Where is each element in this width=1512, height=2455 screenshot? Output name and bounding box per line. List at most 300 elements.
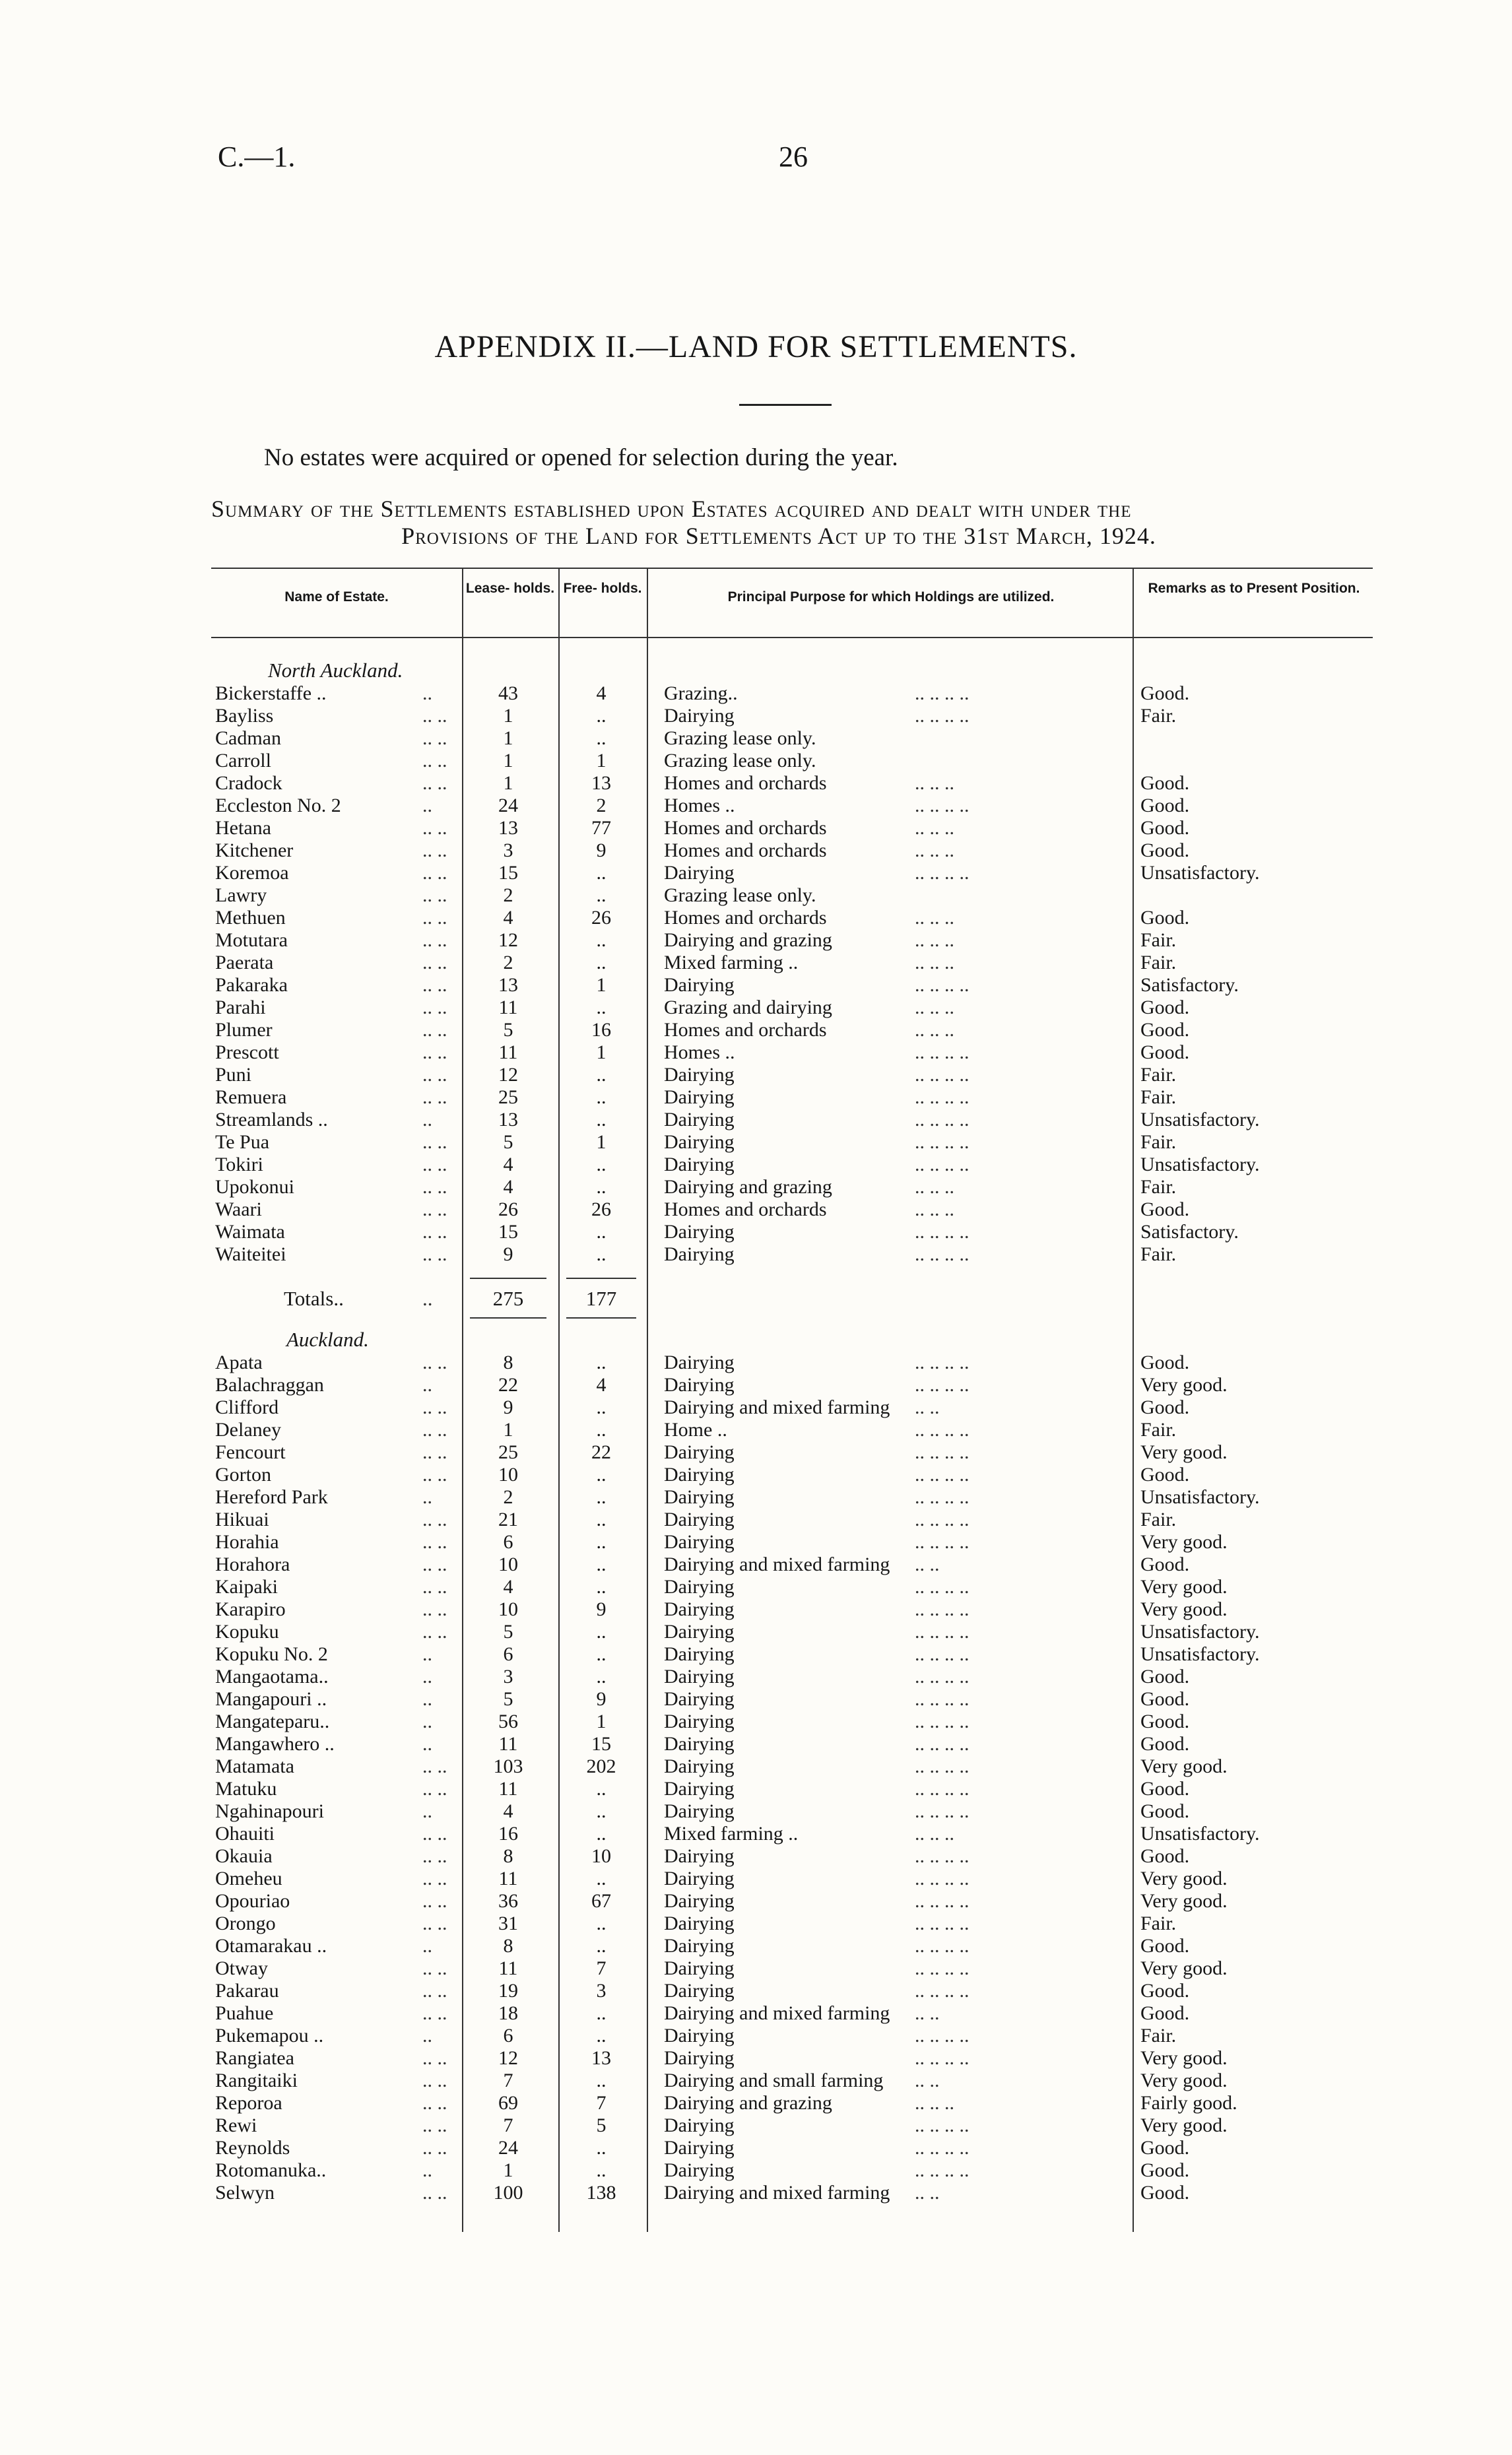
totals-rule-bottom [566, 1317, 636, 1319]
estate-name: Otamarakau .. [215, 1935, 327, 1957]
leaseholds-value: 15 [498, 1221, 518, 1243]
leader-dots: .. .. [422, 1755, 447, 1777]
leader-dots: .. .. .. .. [915, 1576, 970, 1598]
summary-heading [211, 496, 1386, 548]
leaseholds-value: 2 [503, 952, 513, 973]
leader-dots: .. .. [422, 1913, 447, 1934]
purpose-value: Dairying [664, 1109, 735, 1130]
leader-dots: .. .. .. .. [915, 1890, 970, 1912]
table-row [0, 1374, 1512, 1396]
summary-line-1: Summary of the Settlements established upon Estates acquired and dealt with under the [211, 496, 1132, 522]
leader-dots: .. .. [915, 2182, 940, 2204]
estate-name: Prescott [215, 1041, 279, 1063]
estate-name: Bickerstaffe .. [215, 682, 327, 704]
table-row [0, 1800, 1512, 1823]
leader-dots: .. .. [422, 1778, 447, 1800]
leader-dots: .. .. .. .. [915, 1755, 970, 1777]
remarks-value: Unsatisfactory. [1140, 1154, 1260, 1175]
leaseholds-value: 8 [503, 1935, 513, 1957]
remarks-value: Very good. [1140, 1890, 1228, 1912]
table-row [0, 1176, 1512, 1198]
table-row [0, 1576, 1512, 1598]
purpose-value: Dairying [664, 1441, 735, 1463]
leader-dots: .. .. .. .. [915, 1935, 970, 1957]
freeholds-value: 10 [591, 1845, 611, 1867]
leaseholds-value: 25 [498, 1441, 518, 1463]
leader-dots: .. .. .. .. [915, 1041, 970, 1063]
leaseholds-value: 5 [503, 1688, 513, 1710]
leaseholds-value: 7 [503, 2114, 513, 2136]
purpose-value: Dairying [664, 1598, 735, 1620]
purpose-value: Home .. [664, 1419, 727, 1441]
remarks-value: Unsatisfactory. [1140, 862, 1260, 884]
purpose-value: Dairying [664, 1531, 735, 1553]
leader-dots: .. .. .. .. [915, 1845, 970, 1867]
leader-dots: .. .. .. .. [915, 682, 970, 704]
freeholds-value: .. [596, 1221, 607, 1243]
leader-dots: .. .. .. .. [915, 1531, 970, 1553]
purpose-value: Dairying [664, 1352, 735, 1373]
leader-dots: .. .. .. .. [915, 1733, 970, 1755]
freeholds-value: .. [596, 1154, 607, 1175]
leaseholds-value: 1 [503, 2159, 513, 2181]
table-row [0, 1554, 1512, 1576]
leader-dots: .. .. .. .. [915, 1980, 970, 2002]
table-row [0, 974, 1512, 997]
leaseholds-value: 6 [503, 1531, 513, 1553]
freeholds-value: .. [596, 1396, 607, 1418]
leaseholds-value: 3 [503, 839, 513, 861]
leaseholds-value: 3 [503, 1666, 513, 1687]
leaseholds-value: 5 [503, 1621, 513, 1643]
purpose-value: Dairying [664, 1778, 735, 1800]
remarks-value: Very good. [1140, 1868, 1228, 1889]
purpose-value: Homes .. [664, 795, 735, 816]
estate-name: Fencourt [215, 1441, 286, 1463]
leader-dots: .. [422, 1733, 432, 1755]
table-row [0, 1711, 1512, 1733]
leader-dots: .. .. .. .. [915, 1509, 970, 1530]
leader-dots: .. .. .. .. [915, 2025, 970, 2046]
remarks-value: Fair. [1140, 1419, 1177, 1441]
purpose-value: Dairying [664, 1845, 735, 1867]
purpose-value: Homes and orchards [664, 1198, 827, 1220]
leaseholds-value: 11 [498, 1868, 518, 1889]
freeholds-value: .. [596, 1486, 607, 1508]
leaseholds-value: 8 [503, 1845, 513, 1867]
table-row [0, 705, 1512, 727]
table-row [0, 1666, 1512, 1688]
table-row [0, 2137, 1512, 2159]
remarks-value: Fair. [1140, 1913, 1177, 1934]
leaseholds-value: 36 [498, 1890, 518, 1912]
leaseholds-value: 11 [498, 1733, 518, 1755]
leaseholds-value: 11 [498, 997, 518, 1018]
freeholds-value: 1 [596, 1041, 607, 1063]
leader-dots: .. .. [422, 1352, 447, 1373]
remarks-value: Very good. [1140, 1598, 1228, 1620]
leader-dots: .. .. [422, 1019, 447, 1041]
leaseholds-value: 12 [498, 1064, 518, 1086]
leader-dots: .. .. [422, 1221, 447, 1243]
estate-name: Delaney [215, 1419, 281, 1441]
estate-name: Kopuku No. 2 [215, 1643, 328, 1665]
estate-name: Rewi [215, 2114, 257, 2136]
leader-dots: .. .. .. .. [915, 1643, 970, 1665]
leader-dots: .. .. [422, 2182, 447, 2204]
freeholds-value: 77 [591, 817, 611, 839]
remarks-value: Unsatisfactory. [1140, 1486, 1260, 1508]
estate-name: Pukemapou .. [215, 2025, 324, 2046]
remarks-value: Unsatisfactory. [1140, 1621, 1260, 1643]
leaseholds-value: 22 [498, 1374, 518, 1396]
leader-dots: .. .. [422, 1890, 447, 1912]
remarks-value: Good. [1140, 1688, 1190, 1710]
leader-dots: .. .. .. .. [915, 1957, 970, 1979]
estate-name: Rotomanuka.. [215, 2159, 327, 2181]
leader-dots: .. .. .. [915, 1823, 954, 1845]
estate-name: Waiteitei [215, 1243, 286, 1265]
purpose-value: Dairying and small farming [664, 2070, 884, 2091]
table-row [0, 1109, 1512, 1131]
leader-dots: .. .. .. .. [915, 1868, 970, 1889]
purpose-value: Dairying [664, 2047, 735, 2069]
freeholds-value: .. [596, 1913, 607, 1934]
purpose-value: Dairying [664, 974, 735, 996]
purpose-value: Dairying [664, 705, 735, 727]
leader-dots: .. .. .. .. [915, 1131, 970, 1153]
leader-dots: .. .. [422, 862, 447, 884]
leader-dots: .. .. .. [915, 1176, 954, 1198]
purpose-value: Dairying [664, 1688, 735, 1710]
purpose-value: Mixed farming .. [664, 1823, 799, 1845]
leader-dots: .. .. [422, 1419, 447, 1441]
remarks-value: Good. [1140, 1554, 1190, 1575]
leaseholds-value: 15 [498, 862, 518, 884]
table-row [0, 2070, 1512, 2092]
estate-name: Ngahinapouri [215, 1800, 324, 1822]
estate-name: Mangaotama.. [215, 1666, 329, 1687]
freeholds-value: .. [596, 1086, 607, 1108]
leader-dots: .. .. [422, 2137, 447, 2159]
leader-dots: .. .. .. [915, 997, 954, 1018]
leader-dots: .. .. [422, 1621, 447, 1643]
table-row [0, 907, 1512, 929]
leader-dots: .. .. .. [915, 907, 954, 929]
table-row [0, 1509, 1512, 1531]
remarks-value: Very good. [1140, 2070, 1228, 2091]
estate-name: Pakaraka [215, 974, 288, 996]
purpose-value: Dairying [664, 1131, 735, 1153]
table-row [0, 1598, 1512, 1621]
freeholds-value: .. [596, 1176, 607, 1198]
estate-name: Matuku [215, 1778, 277, 1800]
col-header-leaseholds: Lease- holds. [465, 581, 555, 596]
purpose-value: Dairying and grazing [664, 929, 832, 951]
estate-name: Karapiro [215, 1598, 286, 1620]
remarks-value: Good. [1140, 1666, 1190, 1687]
table-row [0, 1131, 1512, 1154]
remarks-value: Good. [1140, 682, 1190, 704]
table-header-rule [211, 637, 1373, 638]
leader-dots: .. [422, 1374, 432, 1396]
estate-name: Apata [215, 1352, 263, 1373]
purpose-value: Dairying [664, 1800, 735, 1822]
leader-dots: .. .. .. [915, 952, 954, 973]
estate-name: Kopuku [215, 1621, 279, 1643]
estate-name: Matamata [215, 1755, 294, 1777]
leader-dots: .. .. .. .. [915, 1221, 970, 1243]
page-number: 26 [779, 141, 808, 173]
estate-name: Horahia [215, 1531, 279, 1553]
leader-dots: .. .. .. [915, 772, 954, 794]
table-row [0, 1957, 1512, 1980]
estate-name: Methuen [215, 907, 286, 929]
table-row [0, 1890, 1512, 1913]
purpose-value: Dairying [664, 2137, 735, 2159]
leader-dots: .. .. [422, 974, 447, 996]
estate-name: Hetana [215, 817, 271, 839]
table-row [0, 997, 1512, 1019]
leader-dots: .. .. .. .. [915, 1064, 970, 1086]
totals-freeholds: 177 [585, 1287, 617, 1310]
freeholds-value: .. [596, 1935, 607, 1957]
remarks-value: Very good. [1140, 1755, 1228, 1777]
freeholds-value: .. [596, 705, 607, 727]
freeholds-value: 67 [591, 1890, 611, 1912]
leader-dots: .. .. .. .. [915, 862, 970, 884]
leaseholds-value: 100 [493, 2182, 523, 2204]
leader-dots: .. .. [422, 1598, 447, 1620]
purpose-value: Dairying [664, 1890, 735, 1912]
estate-name: Mangateparu.. [215, 1711, 330, 1732]
purpose-value: Dairying [664, 1576, 735, 1598]
leader-dots: .. [422, 1287, 433, 1310]
leader-dots: .. .. .. .. [915, 2047, 970, 2069]
estate-name: Cadman [215, 727, 281, 749]
estate-name: Te Pua [215, 1131, 270, 1153]
leader-dots: .. .. [915, 1396, 940, 1418]
leader-dots: .. .. .. .. [915, 795, 970, 816]
remarks-value: Good. [1140, 2159, 1190, 2181]
purpose-value: Homes and orchards [664, 772, 827, 794]
remarks-value: Good. [1140, 1396, 1190, 1418]
leader-dots: .. .. [422, 2047, 447, 2069]
leader-dots: .. .. [422, 1509, 447, 1530]
table-row [0, 1688, 1512, 1711]
estate-name: Orongo [215, 1913, 276, 1934]
estate-name: Mangapouri .. [215, 1688, 327, 1710]
leader-dots: .. .. [422, 929, 447, 951]
remarks-value: Unsatisfactory. [1140, 1823, 1260, 1845]
leaseholds-value: 31 [498, 1913, 518, 1934]
estate-name: Omeheu [215, 1868, 282, 1889]
purpose-value: Dairying [664, 1868, 735, 1889]
freeholds-value: 9 [596, 1598, 607, 1620]
leader-dots: .. .. .. .. [915, 1086, 970, 1108]
leaseholds-value: 4 [503, 1154, 513, 1175]
table-row [0, 2159, 1512, 2182]
leader-dots: .. .. .. .. [915, 1154, 970, 1175]
leaseholds-value: 16 [498, 1823, 518, 1845]
table-row [0, 2092, 1512, 2114]
col-header-purpose: Principal Purpose for which Holdings are utilized. [727, 589, 1055, 605]
leader-dots: .. [422, 1109, 432, 1130]
freeholds-value: 7 [596, 2092, 607, 2114]
leader-dots: .. .. [422, 1823, 447, 1845]
purpose-value: Dairying [664, 1957, 735, 1979]
leader-dots: .. .. .. [915, 839, 954, 861]
estate-name: Remuera [215, 1086, 287, 1108]
purpose-value: Dairying [664, 1486, 735, 1508]
leader-dots: .. .. [422, 839, 447, 861]
leader-dots: .. [422, 1688, 432, 1710]
estate-name: Gorton [215, 1464, 271, 1486]
purpose-value: Dairying and grazing [664, 1176, 832, 1198]
estate-name: Selwyn [215, 2182, 275, 2204]
leaseholds-value: 11 [498, 1041, 518, 1063]
leaseholds-value: 69 [498, 2092, 518, 2114]
freeholds-value: 9 [596, 1688, 607, 1710]
table-row [0, 795, 1512, 817]
leaseholds-value: 1 [503, 705, 513, 727]
remarks-value: Good. [1140, 997, 1190, 1018]
estate-name: Kaipaki [215, 1576, 278, 1598]
table-row [0, 952, 1512, 974]
purpose-value: Dairying [664, 1755, 735, 1777]
leaseholds-value: 18 [498, 2002, 518, 2024]
purpose-value: Dairying [664, 2159, 735, 2181]
remarks-value: Good. [1140, 907, 1190, 929]
remarks-value: Good. [1140, 1019, 1190, 1041]
leader-dots: .. .. [422, 2002, 447, 2024]
table-row [0, 1464, 1512, 1486]
purpose-value: Grazing and dairying [664, 997, 832, 1018]
table-row [0, 1486, 1512, 1509]
table-row [0, 2025, 1512, 2047]
leaseholds-value: 5 [503, 1131, 513, 1153]
leaseholds-value: 11 [498, 1957, 518, 1979]
leaseholds-value: 4 [503, 1576, 513, 1598]
leader-dots: .. .. [422, 1554, 447, 1575]
leaseholds-value: 9 [503, 1243, 513, 1265]
remarks-value: Good. [1140, 1733, 1190, 1755]
page-title: APPENDIX II.—LAND FOR SETTLEMENTS. [434, 329, 1078, 364]
table-row [0, 839, 1512, 862]
estate-name: Reynolds [215, 2137, 290, 2159]
estate-name: Rangitaiki [215, 2070, 298, 2091]
remarks-value: Very good. [1140, 1441, 1228, 1463]
remarks-value: Good. [1140, 1464, 1190, 1486]
freeholds-value: .. [596, 952, 607, 973]
leader-dots: .. .. [422, 727, 447, 749]
estate-name: Hikuai [215, 1509, 269, 1530]
remarks-value: Satisfactory. [1140, 1221, 1239, 1243]
leaseholds-value: 56 [498, 1711, 518, 1732]
leader-dots: .. .. [422, 2070, 447, 2091]
purpose-value: Homes and orchards [664, 1019, 827, 1041]
estate-name: Clifford [215, 1396, 279, 1418]
remarks-value: Satisfactory. [1140, 974, 1239, 996]
remarks-value: Very good. [1140, 1957, 1228, 1979]
leader-dots: .. .. [422, 1064, 447, 1086]
remarks-value: Good. [1140, 1198, 1190, 1220]
purpose-value: Grazing.. [664, 682, 738, 704]
table-top-rule [211, 568, 1373, 569]
estate-name: Ohauiti [215, 1823, 275, 1845]
estate-name: Kitchener [215, 839, 294, 861]
leader-dots: .. .. [422, 2114, 447, 2136]
remarks-value: Fair. [1140, 952, 1177, 973]
freeholds-value: .. [596, 1352, 607, 1373]
leader-dots: .. .. [422, 1041, 447, 1063]
leader-dots: .. .. .. .. [915, 1913, 970, 1934]
leaseholds-value: 10 [498, 1598, 518, 1620]
leaseholds-value: 10 [498, 1554, 518, 1575]
freeholds-value: .. [596, 1064, 607, 1086]
remarks-value: Fair. [1140, 1086, 1177, 1108]
estate-name: Motutara [215, 929, 288, 951]
remarks-value: Good. [1140, 2137, 1190, 2159]
freeholds-value: 15 [591, 1733, 611, 1755]
leader-dots: .. .. [422, 907, 447, 929]
estate-name: Streamlands .. [215, 1109, 328, 1130]
estate-name: Upokonui [215, 1176, 294, 1198]
leader-dots: .. .. [422, 817, 447, 839]
leader-dots: .. .. [915, 1554, 940, 1575]
freeholds-value: .. [596, 1778, 607, 1800]
estate-name: Puni [215, 1064, 252, 1086]
purpose-value: Grazing lease only. [664, 884, 816, 906]
estate-name: Rangiatea [215, 2047, 294, 2069]
table-row [0, 929, 1512, 952]
leader-dots: .. .. .. .. [915, 1352, 970, 1373]
leaseholds-value: 13 [498, 817, 518, 839]
leader-dots: .. .. [422, 997, 447, 1018]
remarks-value: Good. [1140, 2182, 1190, 2204]
intro-text: No estates were acquired or opened for selection during the year. [264, 444, 898, 471]
leader-dots: .. [422, 2025, 432, 2046]
estate-name: Otway [215, 1957, 268, 1979]
leader-dots: .. .. [422, 1131, 447, 1153]
leader-dots: .. .. .. .. [915, 1688, 970, 1710]
leaseholds-value: 43 [498, 682, 518, 704]
freeholds-value: .. [596, 1800, 607, 1822]
leaseholds-value: 9 [503, 1396, 513, 1418]
totals-rule-top [470, 1278, 546, 1279]
table-row [0, 1913, 1512, 1935]
remarks-value: Very good. [1140, 1531, 1228, 1553]
estate-name: Waimata [215, 1221, 285, 1243]
leader-dots: .. .. [422, 1176, 447, 1198]
freeholds-value: 4 [596, 682, 607, 704]
freeholds-value: 2 [596, 795, 607, 816]
table-row [0, 1198, 1512, 1221]
freeholds-value: 7 [596, 1957, 607, 1979]
remarks-value: Good. [1140, 1711, 1190, 1732]
freeholds-value: .. [596, 1509, 607, 1530]
leaseholds-value: 24 [498, 2137, 518, 2159]
table-row [0, 884, 1512, 907]
leader-dots: .. .. [422, 750, 447, 771]
freeholds-value: .. [596, 1621, 607, 1643]
leaseholds-value: 13 [498, 1109, 518, 1130]
freeholds-value: .. [596, 1419, 607, 1441]
table-row [0, 1419, 1512, 1441]
remarks-value: Fair. [1140, 705, 1177, 727]
table-row [0, 1352, 1512, 1374]
purpose-value: Dairying [664, 1711, 735, 1732]
